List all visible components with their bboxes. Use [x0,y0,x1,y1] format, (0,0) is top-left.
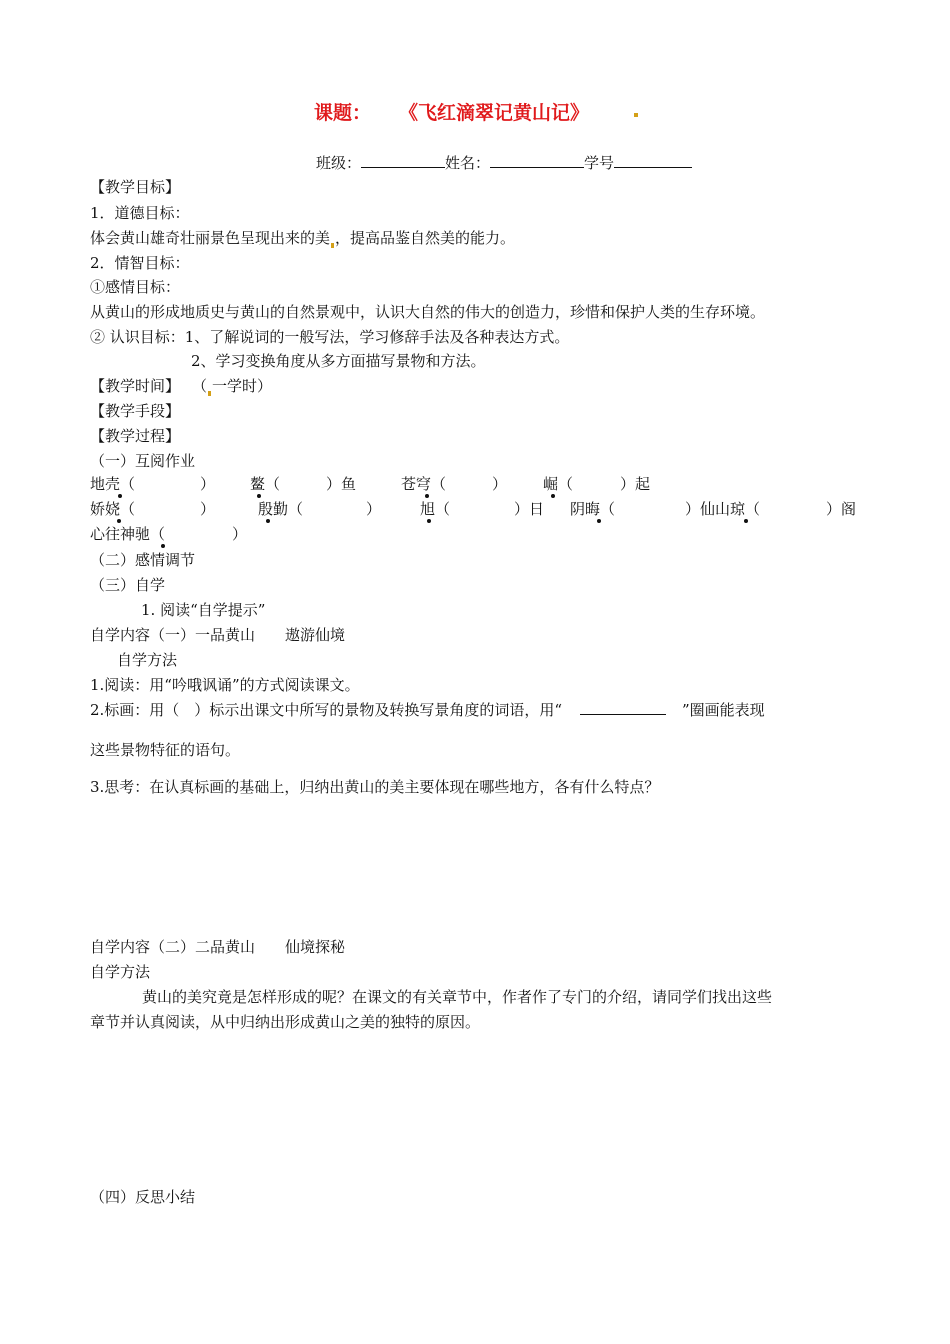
emphasis-dot [118,494,122,498]
content-1: 自学内容（一）一品黄山 遨游仙境 [90,626,346,644]
step-4: （四）反思小结 [90,1188,196,1206]
emphasis-dot [425,494,429,498]
method-1-item-2-cont: 这些景物特征的语句。 [90,741,241,759]
vocab-item: ） [232,525,248,543]
read-prompt: 1. 阅读“自学提示” [141,601,266,619]
number-label: 学号 [584,154,615,172]
m1-item2-b: ”圈画能表现 [681,701,765,719]
class-label: 班级： [316,154,362,172]
step-1: （一）互阅作业 [90,452,196,470]
time-open: （ [192,377,208,395]
method-1-item-1: 1.阅读：用“吟哦讽诵”的方式阅读课文。 [90,676,360,694]
moral-text [90,228,515,248]
vocab-item: ）仙山琼（ [685,500,761,518]
method-1-item-3: 3.思考：在认真标画的基础上，归纳出黄山的美主要体现在哪些地方，各有什么特点？ [90,778,660,796]
time-heading: 【教学时间】 [90,377,181,395]
goals-heading: 【教学目标】 [90,178,181,196]
vocab-item: 地壳（ [90,475,136,493]
method-1-item-2 [90,700,765,720]
vocab-item: ）起 [620,475,651,493]
emphasis-dot [744,519,748,523]
moral-text-a: 体会黄山雄奇壮丽景色呈现出来的美 [90,229,331,247]
cognition-line-2: 2、学习变换角度从多方面描写景物和方法。 [191,352,486,370]
method-2-text-2: 章节并认真阅读，从中归纳出形成黄山之美的独特的原因。 [90,1013,481,1031]
vocab-item: ）鱼 [326,475,357,493]
method-2-text-1: 黄山的美究竟是怎样形成的呢？在课文的有关章节中，作者作了专门的介绍，请同学们找出这些 [142,988,773,1006]
means-heading: 【教学手段】 [90,402,181,420]
m1-item2-a: 2.标画：用（ ）标示出课文中所写的景物及转换写景角度的词语，用“ [90,701,562,719]
vocab-item: ） [366,500,382,518]
vocab-item: 阴晦（ [570,500,616,518]
emphasis-dot [597,519,601,523]
vocab-item: 心往神驰（ [90,525,166,543]
mark-dot [208,391,211,396]
cognition-line-1: ② 认识目标：1、了解说词的一般写法，学习修辞手法及各种表达方式。 [90,328,570,346]
vocab-item: 娇娆（ [90,500,136,518]
vocab-item: ） [492,475,508,493]
step-3: （三）自学 [90,576,166,594]
name-label: 姓名： [445,154,491,172]
vocab-item: 鳌（ [250,475,281,493]
emphasis-dot [551,494,555,498]
moral-text-b: ，提高品鉴自然美的能力。 [335,229,516,247]
class-blank[interactable] [361,153,445,168]
emotion-text: 从黄山的形成地质史与黄山的自然景观中，认识大自然的伟大的创造力，珍惜和保护人类的生存环境。 [90,303,766,321]
vocab-item: 崛（ [543,475,574,493]
page-title [314,100,589,126]
emphasis-dot [427,519,431,523]
name-blank[interactable] [490,153,584,168]
mark-dot [331,243,334,248]
moral-heading: 1．道德目标： [90,204,190,222]
process-heading: 【教学过程】 [90,427,181,445]
title-dot-mark [634,113,638,117]
emphasis-dot [161,544,165,548]
method-1: 自学方法 [117,651,178,669]
emphasis-dot [266,519,270,523]
title-label: 课题： [314,102,372,124]
vocab-item: 旭（ [420,500,451,518]
content-2: 自学内容（二）二品黄山 仙境探秘 [90,938,346,956]
number-blank[interactable] [614,153,692,168]
step-2: （二）感情调节 [90,551,196,569]
student-info-line [316,153,692,173]
vocab-item: ）阁 [826,500,857,518]
underline-sample [580,700,666,715]
emphasis-dot [117,519,121,523]
title-text: 《飞红滴翠记黄山记》 [399,102,590,124]
emotion-heading: ①感情目标： [90,278,181,296]
vocab-item: 苍穹（ [401,475,447,493]
vocab-item: ） [200,500,216,518]
vocab-item: ） [200,475,216,493]
method-2: 自学方法 [90,963,151,981]
time-value: 一学时） [212,377,273,395]
emphasis-dot [257,494,261,498]
vocab-item: ）日 [514,500,545,518]
vocab-item: 殷勤（ [258,500,304,518]
time-line [90,376,272,396]
intellect-heading: 2．情智目标： [90,254,190,272]
